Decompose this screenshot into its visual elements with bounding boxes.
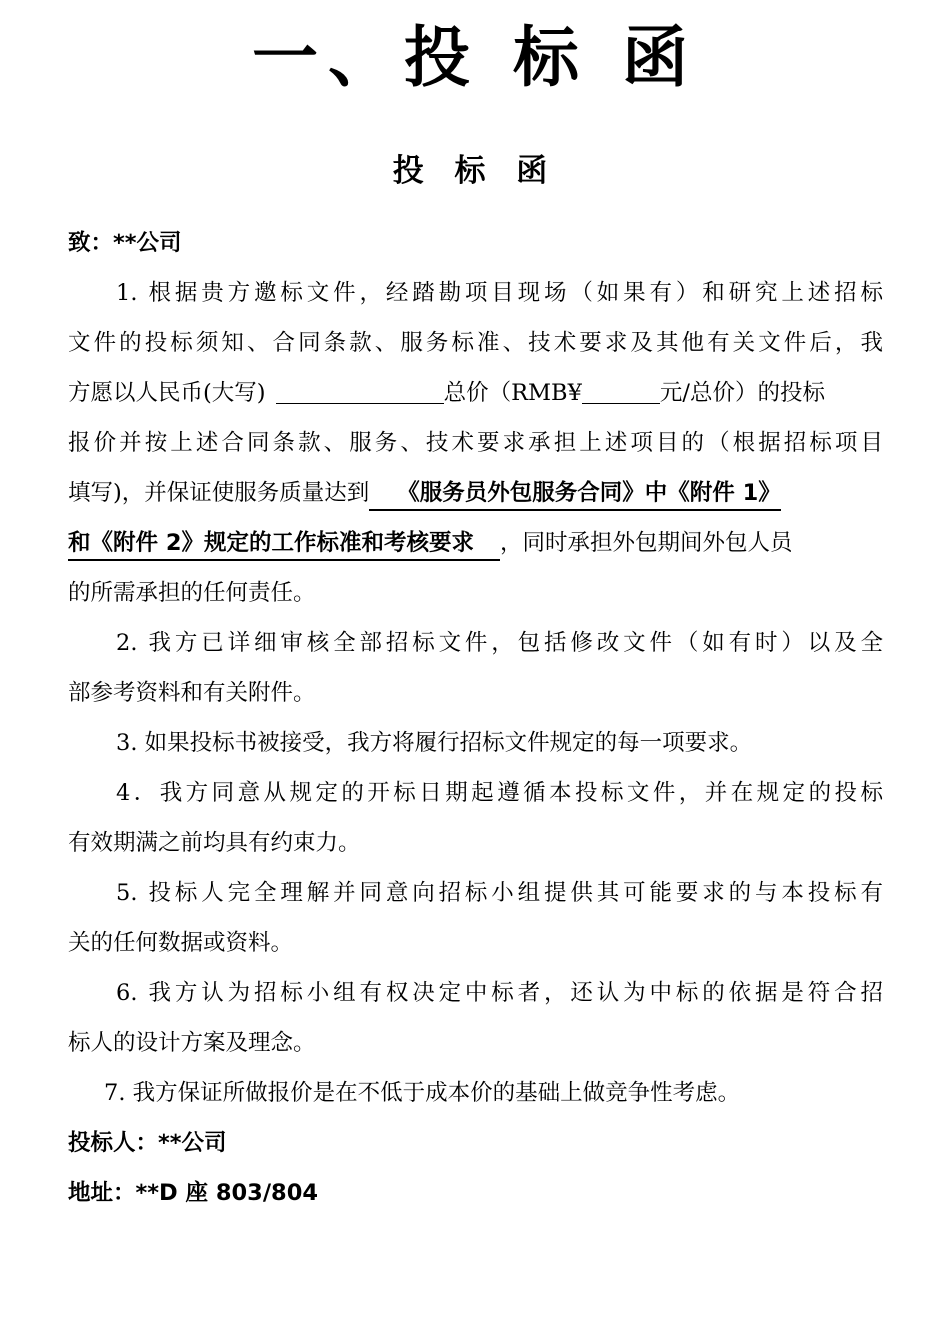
item-1-line-5 [68, 468, 883, 518]
item-2-line-2: 部参考资料和有关附件。 [68, 680, 316, 706]
item-7-line-1: 7. 我方保证所做报价是在不低于成本价的基础上做竞争性考虑。 [104, 1080, 741, 1106]
total-price-label: 总价（RMB¥ [443, 380, 582, 406]
responsibility-text: ，同时承担外包期间外包人员 [500, 530, 793, 556]
address-line: 地址：**D 座 803/804 [68, 1180, 319, 1206]
price-figure-blank [582, 379, 660, 404]
price-prefix: 方愿以人民币(大写) [68, 380, 266, 406]
bidder-line: 投标人：**公司 [68, 1130, 227, 1156]
price-words-blank [276, 379, 444, 404]
item-1-line-7: 的所需承担的任何责任。 [68, 580, 316, 606]
item-5-line-2: 关的任何数据或资料。 [68, 930, 294, 956]
item-1-line-6 [68, 518, 883, 568]
price-suffix: 元/总价）的投标 [659, 380, 825, 406]
item-1-line-4: 报价并按上述合同条款、服务、技术要求承担上述项目的（根据招标项目 [68, 430, 883, 456]
page-title: 一、投 标 函 [252, 19, 698, 96]
item-1-line-2: 文件的投标须知、合同条款、服务标准、技术要求及其他有关文件后，我 [68, 330, 883, 356]
item-4-line-1: 4．我方同意从规定的开标日期起遵循本投标文件，并在规定的投标 [116, 780, 883, 806]
document-subtitle: 投 标 函 [392, 153, 558, 189]
standard-reference: 和《附件 2》规定的工作标准和考核要求 [68, 530, 474, 556]
item-4-line-2: 有效期满之前均具有约束力。 [68, 830, 361, 856]
contract-reference: 《服务员外包服务合同》中《附件 1》 [397, 480, 781, 506]
item-3-line-1: 3. 如果投标书被接受，我方将履行招标文件规定的每一项要求。 [116, 730, 753, 756]
recipient-line: 致：**公司 [68, 230, 182, 256]
letter-body [68, 218, 883, 1218]
item-1-line-3 [68, 368, 883, 418]
quality-prefix: 填写)，并保证使服务质量达到 [68, 480, 370, 506]
item-2-line-1: 2. 我方已详细审核全部招标文件，包括修改文件（如有时）以及全 [116, 630, 883, 656]
item-1-line-1: 1. 根据贵方邀标文件，经踏勘项目现场（如果有）和研究上述招标 [116, 280, 883, 306]
item-6-line-1: 6. 我方认为招标小组有权决定中标者，还认为中标的依据是符合招 [116, 980, 883, 1006]
item-6-line-2: 标人的设计方案及理念。 [68, 1030, 316, 1056]
item-5-line-1: 5. 投标人完全理解并同意向招标小组提供其可能要求的与本投标有 [116, 880, 883, 906]
